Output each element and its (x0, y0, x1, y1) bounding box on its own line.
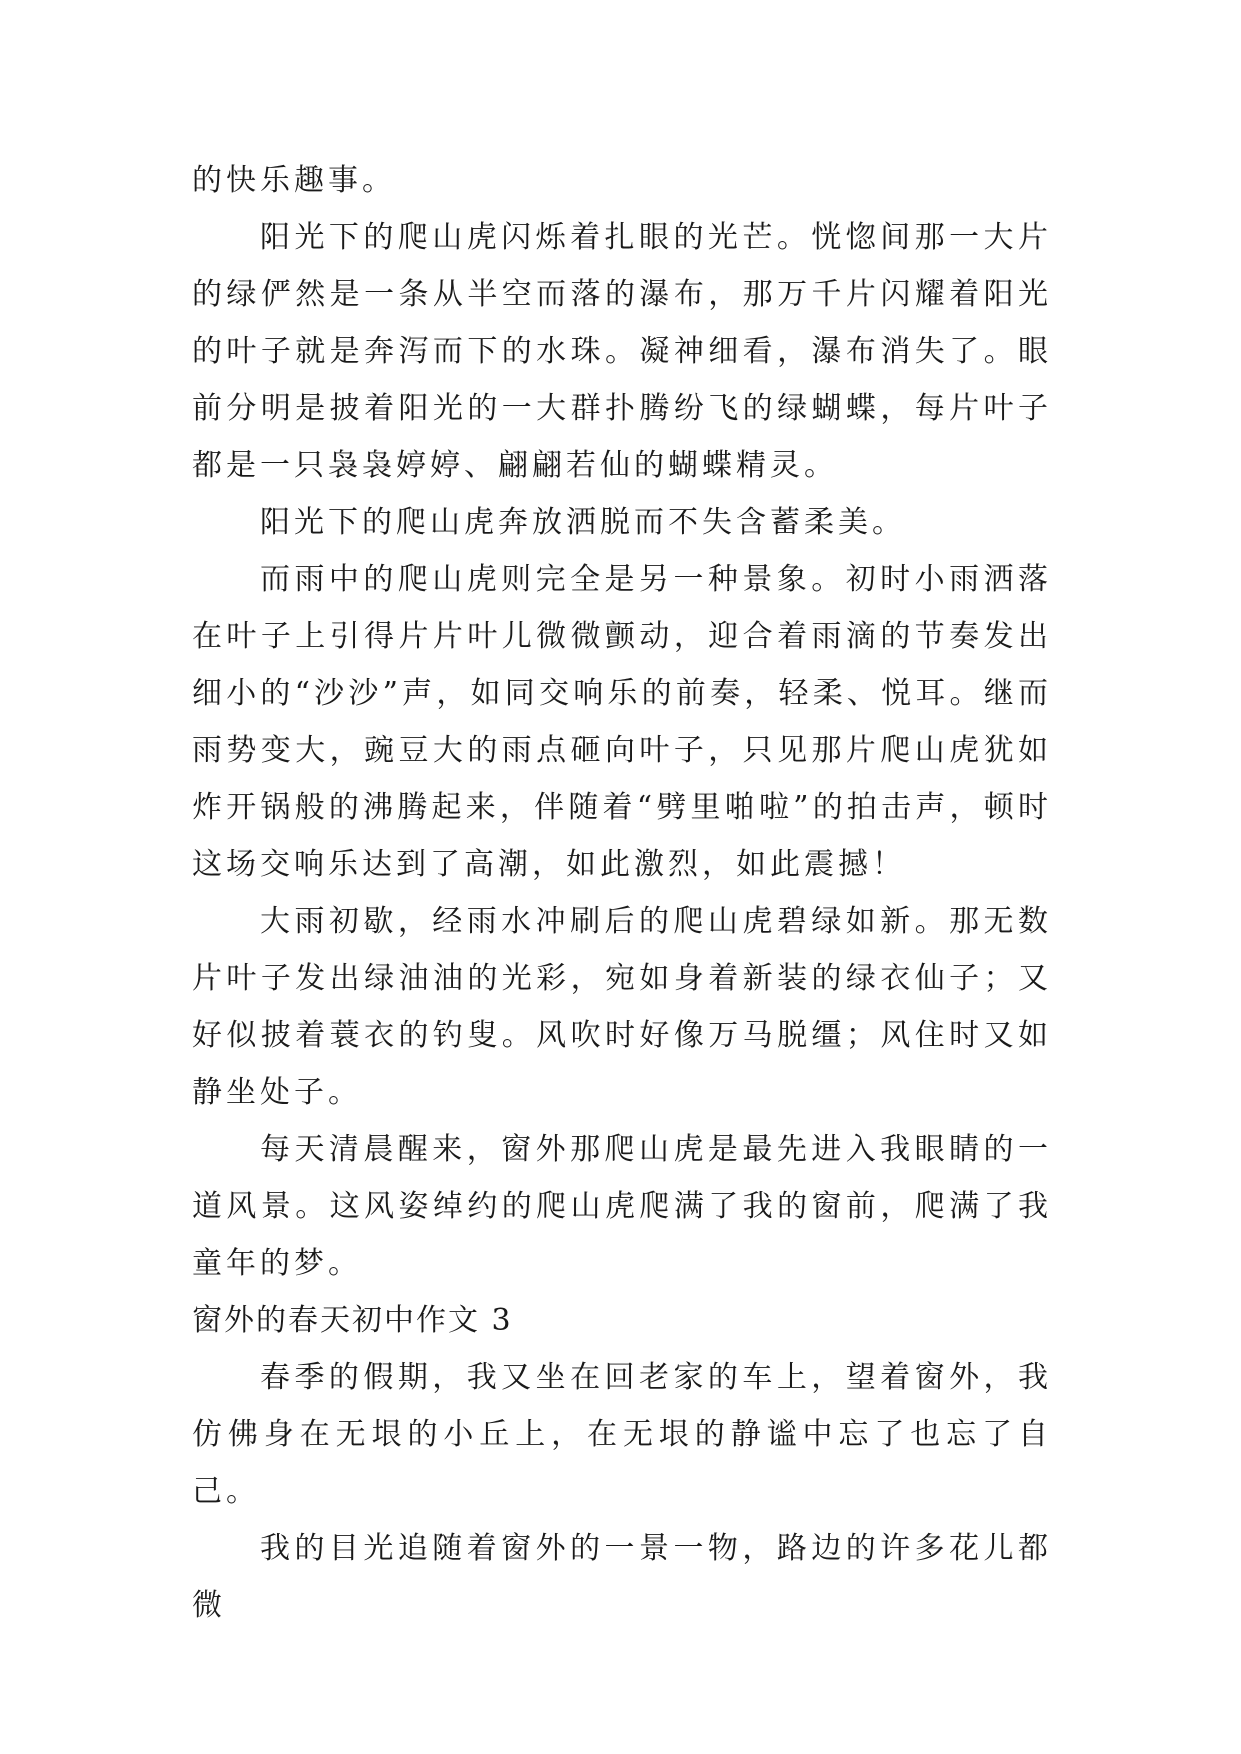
paragraph-spring-holiday: 春季的假期，我又坐在回老家的车上，望着窗外，我仿佛身在无垠的小丘上，在无垠的静谧中忘了也忘了自己。 (192, 1360, 1052, 1509)
document-page (192, 152, 1052, 1634)
paragraph-continuation: 的快乐趣事。 (192, 163, 396, 198)
paragraph-rain: 而雨中的爬山虎则完全是另一种景象。初时小雨洒落在叶子上引得片片叶儿微微颤动，迎合着雨滴的节奏发出细小的“沙沙”声，如同交响乐的前奏，轻柔、悦耳。继而雨势变大，豌豆大的雨点砸向叶子，只见那片爬山虎犹如炸开锅般的沸腾起来，伴随着“劈里啪啦”的拍击声，顿时这场交响乐达到了高潮，如此激烈，如此震撼！ (192, 562, 1052, 882)
paragraph-sunlight-summary: 阳光下的爬山虎奔放洒脱而不失含蓄柔美。 (260, 505, 906, 540)
paragraph-morning: 每天清晨醒来，窗外那爬山虎是最先进入我眼睛的一道风景。这风姿绰约的爬山虎爬满了我的窗前，爬满了我童年的梦。 (192, 1132, 1052, 1281)
paragraph-sunlight-leaves: 阳光下的爬山虎闪烁着扎眼的光芒。恍惚间那一大片的绿俨然是一条从半空而落的瀑布，那万千片闪耀着阳光的叶子就是奔泻而下的水珠。凝神细看，瀑布消失了。眼前分明是披着阳光的一大群扑腾纷飞的绿蝴蝶，每片叶子都是一只袅袅婷婷、翩翩若仙的蝴蝶精灵。 (192, 220, 1052, 483)
section-heading: 窗外的春天初中作文 3 (192, 1303, 513, 1338)
paragraph-after-rain: 大雨初歇，经雨水冲刷后的爬山虎碧绿如新。那无数片叶子发出绿油油的光彩，宛如身着新装的绿衣仙子；又好似披着蓑衣的钓叟。风吹时好像万马脱缰；风住时又如静坐处子。 (192, 904, 1052, 1110)
paragraph-window-view: 我的目光追随着窗外的一景一物，路边的许多花儿都微 (192, 1531, 1052, 1623)
